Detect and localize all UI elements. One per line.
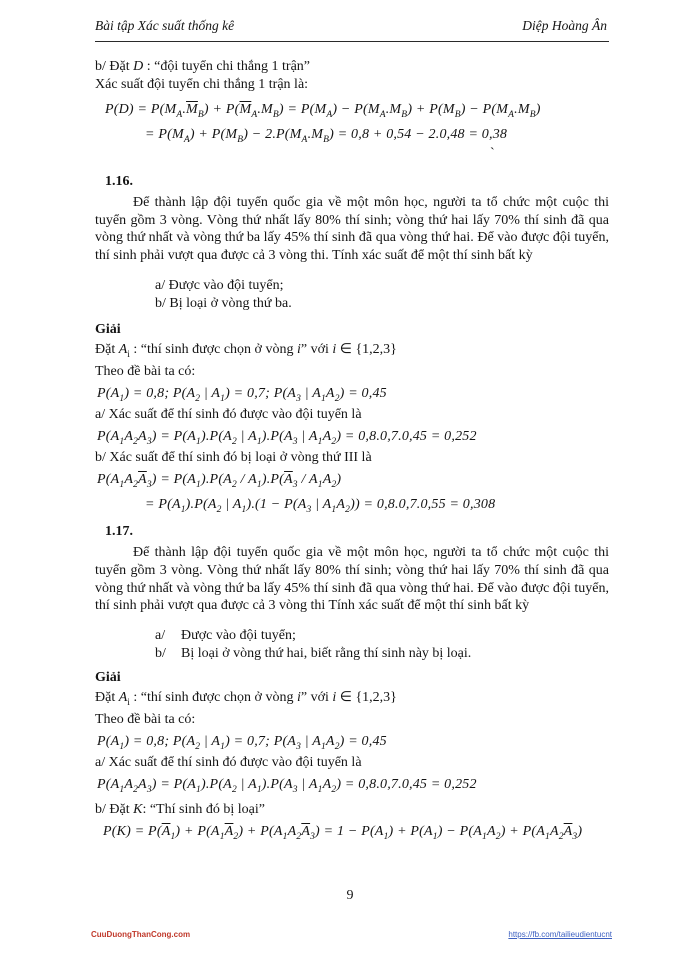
ex16-solution-label: Giải (95, 322, 121, 338)
ex17-dat-line: Đặt $A_i$ : “thí sinh được chọn ở vòng i” với i ∈ {1,2,3} (95, 689, 397, 708)
stray-mark: ` (490, 146, 495, 161)
formula-pd-line2: = $P(M_A) + P(M_B) - 2.P(M_A.M_B) = 0,8 + 0,54 - 2.0,48 = 0,38$ (145, 127, 508, 145)
ex16-item-b: b/ Bị loại ở vòng thứ ba. (155, 296, 292, 312)
page-header (95, 18, 609, 42)
ex17-item-a-text: Được vào đội tuyển; (181, 627, 296, 643)
ex16-formula-b2: = $P(A_1).P(A_2$ | $A_1).(1 - P(A_3$ | $A_1A_2)) = 0,8.0,7.0,55 = 0,308$ (145, 497, 496, 516)
ex17-b-dat-line: b/ Đặt K: “Thí sinh đó bị loại” (95, 801, 265, 817)
footer-watermark-link[interactable]: CuuDuongThanCong.com (91, 930, 191, 939)
ex17-a-label: a/ Xác suất để thí sinh đó được vào đội tuyển là (95, 754, 362, 770)
ex17-formula-a: $P(A_1A_2A_3) = P(A_1).P(A_2$ | $A_1).P(A_3$ | $A_1A_2) = 0,8.0,7.0,45 = 0,252$ (97, 776, 477, 795)
ex17-item-a (155, 627, 609, 645)
ex17-item-b-label: b/ (155, 645, 166, 661)
intro-line-dat-d: b/ Đặt D : “đội tuyển chi thắng 1 trận” (95, 59, 311, 74)
ex16-formula-a: $P(A_1A_2A_3) = P(A_1).P(A_2$ | $A_1).P(A_3$ | $A_1A_2) = 0,8.0,7.0,45 = 0,252$ (97, 429, 477, 448)
ex16-b-label: b/ Xác suất để thí sinh đó bị loại ở vòng thứ III là (95, 450, 372, 466)
formula-pd-line1: $P(D) = P(M_A.\overline{M}_B) + P(\overline{M}_A.M_B) = P(M_A) - P(M_A.M_B) + P(M_B) - P(M_A.M_B)$ (105, 102, 541, 120)
document-page (95, 18, 609, 844)
page-number: 9 (346, 888, 354, 903)
header-author: Diệp Hoàng Ân (522, 18, 607, 33)
ex16-item-a: a/ Được vào đội tuyển; (155, 278, 284, 294)
ex17-item-a-label: a/ (155, 627, 166, 643)
ex17-formula-k: $P(K) = P(\overline{A}_1) + P(A_1\overline{A}_2) + P(A_1A_2\overline{A}_3) = 1 - P(A_1) + P(A_1) - P(A_1A_2) + P(A_1A_2\overline{A}_3)$ (103, 823, 583, 842)
ex17-item-b (155, 645, 609, 663)
ex17-item-b-text: Bị loại ở vòng thứ hai, biết rằng thí sinh này bị loại. (181, 645, 472, 661)
ex16-a-label: a/ Xác suất để thí sinh đó được vào đội tuyển là (95, 407, 362, 423)
exercise-number-1-16: 1.16. (105, 174, 133, 189)
ex17-formula-given: $P(A_1) = 0,8$; $P(A_2$ | $A_1) = 0,7$; $P(A_3$ | $A_1A_2) = 0,45$ (97, 733, 387, 752)
page-footer (91, 930, 612, 939)
header-title: Bài tập Xác suất thống kê (95, 18, 235, 33)
ex17-theo-line: Theo đề bài ta có: (95, 711, 196, 727)
intro-line-xacsuat: Xác suất đội tuyển chi thắng 1 trận là: (95, 77, 309, 92)
exercise-1-17-body: Để thành lập đội tuyển quốc gia về một môn học, người ta tổ chức một cuộc thi tuyển gồm 3 vòng. Vòng thứ nhất lấy 80% thí sinh; vòng thứ hai lấy 70% thí sinh đã qua vòng thứ nhất và vòng thứ ba lấy 45% thí sinh đã qua vòng thứ hai. Để vào được đội tuyển, thí sinh phải vượt qua được cả 3 vòng thi Tính xác suất để một thí sinh bất kỳ (95, 545, 609, 614)
ex16-formula-b1: $P(A_1A_2\overline{A}_3) = P(A_1).P(A_2 / A_1).P(\overline{A}_3 / A_1A_2)$ (97, 472, 342, 491)
exercise-1-16-body: Để thành lập đội tuyển quốc gia về một môn học, người ta tổ chức một cuộc thi tuyển gồm 3 vòng. Vòng thứ nhất lấy 80% thí sinh; vòng thứ hai lấy 70% thí sinh đã qua vòng thứ nhất và vòng thứ ba lấy 45% thí sinh đã qua vòng thứ hai. Để vào được đội tuyển, thí sinh phải vượt qua được cả 3 vòng thi. Tính xác suất để một thí sinh bất kỳ (95, 195, 609, 263)
ex17-solution-label: Giải (95, 669, 121, 685)
ex16-dat-line: Đặt $A_i$ : “thí sinh được chọn ở vòng i” với i ∈ {1,2,3} (95, 342, 397, 361)
ex16-formula-given: $P(A_1) = 0,8$; $P(A_2$ | $A_1) = 0,7$; $P(A_3$ | $A_1A_2) = 0,45$ (97, 386, 387, 405)
exercise-number-1-17: 1.17. (105, 524, 133, 540)
footer-url-link[interactable]: https://fb.com/tailieudientucnt (508, 930, 612, 939)
ex16-theo-line: Theo đề bài ta có: (95, 364, 196, 380)
